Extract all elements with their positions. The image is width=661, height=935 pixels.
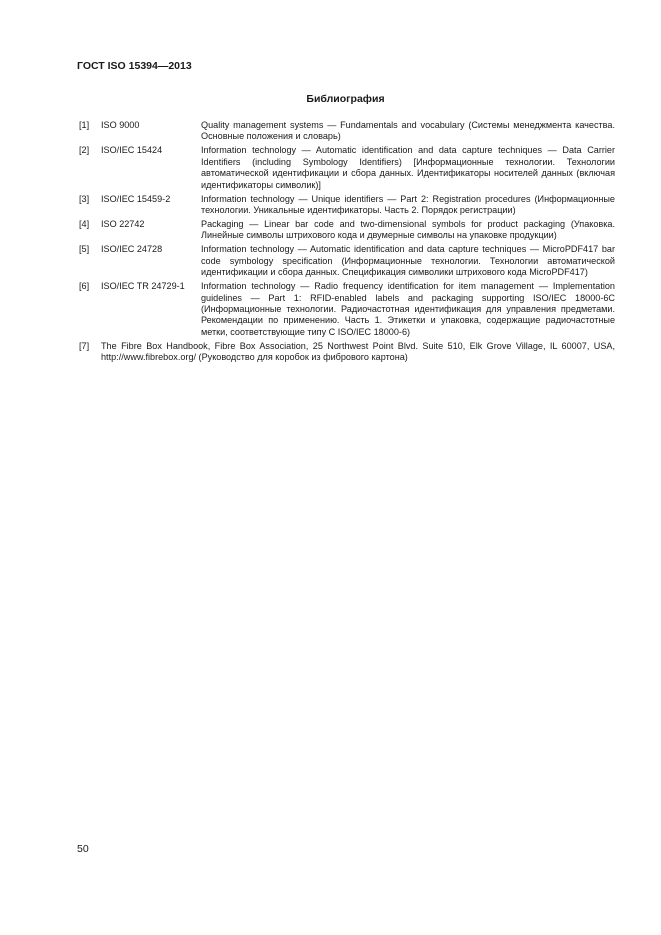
entry-number: [2] [79, 145, 90, 156]
entry-number: [7] [79, 340, 90, 351]
entry-description: Quality management systems — Fundamentals and vocabulary (Системы менеджмента качества. Основные положения и словарь) [201, 120, 615, 142]
entry-number: [5] [79, 244, 90, 255]
entry-number: [1] [79, 120, 90, 130]
entry-code: ISO 22742 [101, 219, 145, 230]
entry-description: Information technology — Radio frequency identification for item management — Implementation guidelines — Part 1: RFID-enabled labels and packaging supporting ISO/IEC 18000-6C (Информационные технологии. Радиочастотная идентификация для управления предметами. Рекомендации по применению. Часть 1. Этикетки и упаковка, содержащие радиочастотные метки, соответствующие типу С ISO/IEC 18000-6) [201, 281, 615, 337]
entry-code: ISO/IEC 24728 [101, 244, 163, 255]
entry-code: ISO/IEC 15424 [101, 145, 163, 156]
bibliography-entry [79, 194, 615, 217]
bibliography-entry [79, 281, 615, 338]
entry-code: ISO/IEC TR 24729-1 [101, 281, 185, 292]
bibliography-entry [79, 120, 615, 143]
entry-description: Information technology — Automatic identification and data capture techniques — MicroPDF417 bar code symbology specification (Информационные технологии. Технологии автоматической идентификации и сбора данных. Спецификация символики штрихового кода MicroPDF417) [201, 244, 615, 278]
bibliography-list [79, 120, 615, 366]
page-number: 50 [77, 843, 89, 855]
entry-description: Information technology — Automatic identification and data capture techniques — Data Carrier Identifiers (including Symbology Identifiers) [Информационные технологии. Технологии автоматической идентификации и сбора данных. Идентификаторы носителей данных (включая идентификаторы символик)] [201, 145, 615, 190]
entry-number: [6] [79, 281, 90, 292]
entry-code: ISO 9000 [101, 120, 140, 130]
bibliography-entry [79, 145, 615, 191]
entry-code: ISO/IEC 15459-2 [101, 193, 171, 204]
entry-number: [3] [79, 193, 90, 204]
bibliography-entry [79, 219, 615, 242]
document-header: ГОСТ ISO 15394—2013 [77, 60, 192, 72]
entry-number: [4] [79, 219, 90, 230]
bibliography-entry [79, 341, 615, 364]
bibliography-entry [79, 244, 615, 278]
entry-description: The Fibre Box Handbook, Fibre Box Association, 25 Northwest Point Blvd. Suite 510, Elk Grove Village, IL 60007, USA, http://www.fibrebox.org/ (Руководство для коробок из фибрового картона) [101, 340, 615, 363]
section-title: Библиография [306, 93, 385, 105]
entry-description: Packaging — Linear bar code and two-dimensional symbols for product packaging (Упаковка. Линейные символы штрихового кода и двумерные символы на упаковке продукции) [201, 219, 615, 241]
entry-description: Information technology — Unique identifiers — Part 2: Registration procedures (Информационные технологии. Уникальные идентификаторы. Часть 2. Порядок регистрации) [201, 193, 615, 216]
